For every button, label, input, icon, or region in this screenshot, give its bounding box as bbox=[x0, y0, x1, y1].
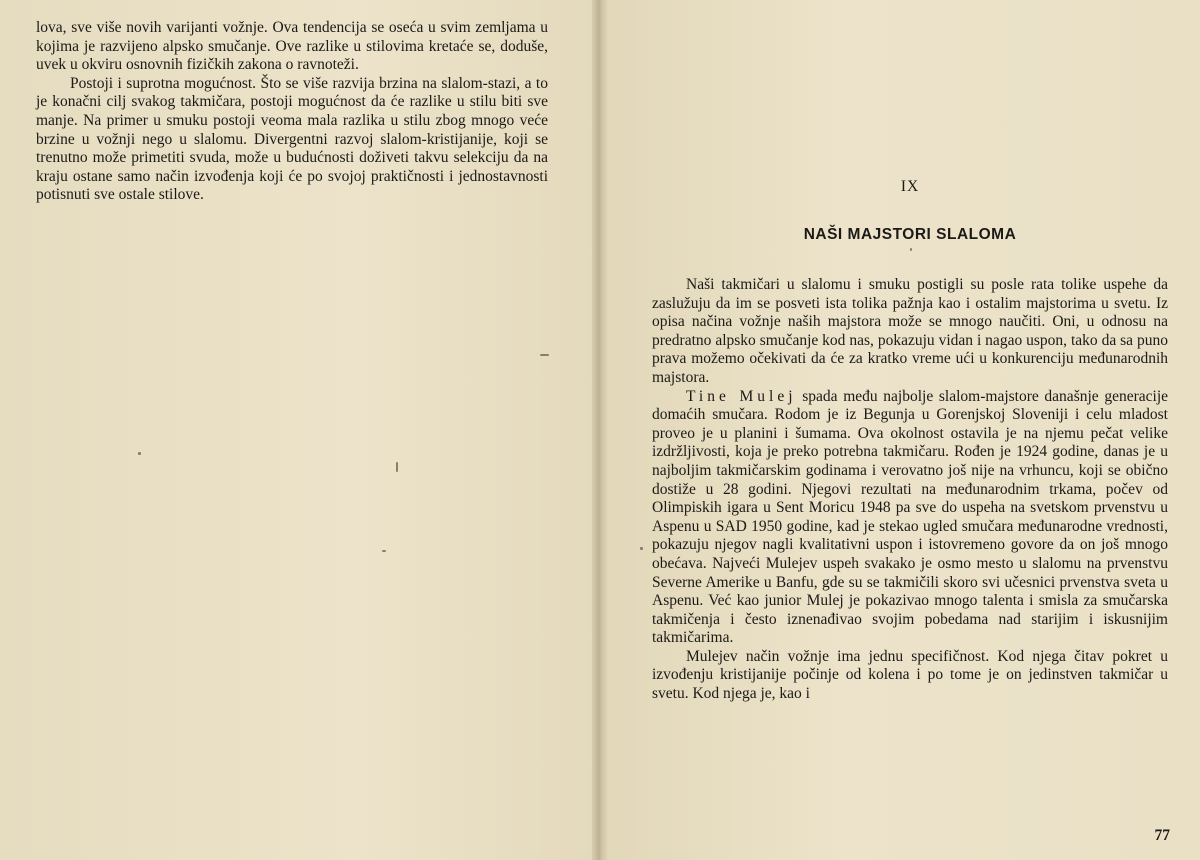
chapter-number: IX bbox=[900, 178, 920, 195]
paragraph: Naši takmičari u slalomu i smuku postigli su posle rata tolike uspehe da zaslužuju da im se posveti ista tolika pažnja kao i ostalim majstorima u svetu. Iz opisa načina vožnje naših majstora može se mnogo naučiti. Oni, u odnosu na predratno alpsko smučanje kod nas, pokazuju vidan i nagao uspon, tako da sa puno prava možemo očekivati da će za kratko vreme ući u konkurenciju međunarodnih majstora. bbox=[652, 276, 1168, 386]
print-speck bbox=[138, 452, 141, 455]
paragraph bbox=[652, 388, 1168, 648]
left-page-body bbox=[36, 19, 548, 205]
person-name: Tine Mulej bbox=[686, 387, 797, 405]
print-speck bbox=[910, 248, 912, 251]
paragraph: lova, sve više novih varijanti vožnje. Ova tendencija se oseća u svim zemljama u kojima je razvijeno alpsko smučanje. Ove razlike u stilovima kretaće se, doduše, uvek u okviru osnovnih fizičkih zakona o ravnoteži. bbox=[36, 19, 548, 74]
chapter-title: NAŠI MAJSTORI SLALOMA bbox=[803, 226, 1017, 243]
print-speck bbox=[396, 462, 398, 472]
paragraph-text: spada među najbolje slalom-majstore današnje generacije domaćih smučara. Rodom je iz Begunja u Gorenjskoj Sloveniji i celu mladost proveo je u planini i šumama. Ova okolnost ostavila je na njemu pečat velike izdržljivosti, koja je preko potrebna takmičaru. Rođen je 1924 godine, danas je u najboljim takmičarskim godinama i verovatno još nije na vrhuncu, koji se obično dostiže u 28 godini. Njegovi rezultati na međunarodnim trkama, počev od Olimpiskih igara u Sent Moricu 1948 pa sve do uspeha na svetskom prvenstvu u Aspenu u SAD 1950 godine, kad je stekao ugled smučara međunarodne vrednosti, pokazuju njegov nagli kvalitativni uspon i istovremeno govore da on još mnogo obećava. Najveći Mulejev uspeh svakako je osmo mesto u slalomu na prvenstvu Severne Amerike u Banfu, gde su se takmičili skoro svi učesnici prvenstva sveta u Aspenu. Već kao junior Mulej je pokazivao mnogo talenta i smisla za smučarska takmičenja i često iznenađivao svojim pobedama nad starijim i iskusnijim takmičarima. bbox=[652, 387, 1169, 647]
book-gutter bbox=[592, 0, 608, 860]
paragraph: Postoji i suprotna mogućnost. Što se više razvija brzina na slalom-stazi, a to je konačni cilj svakog takmičara, postoji mogućnost da će razlike u stilu biti sve manje. Na primer u smuku postoji veoma mala razlika u stilu zbog mnogo veće brzine u vožnji nego u slalomu. Divergentni razvoj slalom-kristijanije, koji se trenutno može primetiti svuda, može u budućnosti doživeti takvu selekciju da na kraju ostane samo način izvođenja koji će po svojoj praktičnosti i jednostavnosti potisnuti sve ostale stilove. bbox=[36, 74, 548, 204]
print-speck bbox=[382, 550, 386, 552]
print-speck bbox=[540, 354, 549, 356]
right-page-body bbox=[652, 276, 1168, 704]
print-speck bbox=[640, 547, 643, 550]
page-number: 77 bbox=[1154, 827, 1170, 844]
paragraph: Mulejev način vožnje ima jednu specifičnost. Kod njega čitav pokret u izvođenju kristijanije počinje od kolena i po tome je on jedinstven takmičar u svetu. Kod njega je, kao i bbox=[652, 647, 1168, 703]
